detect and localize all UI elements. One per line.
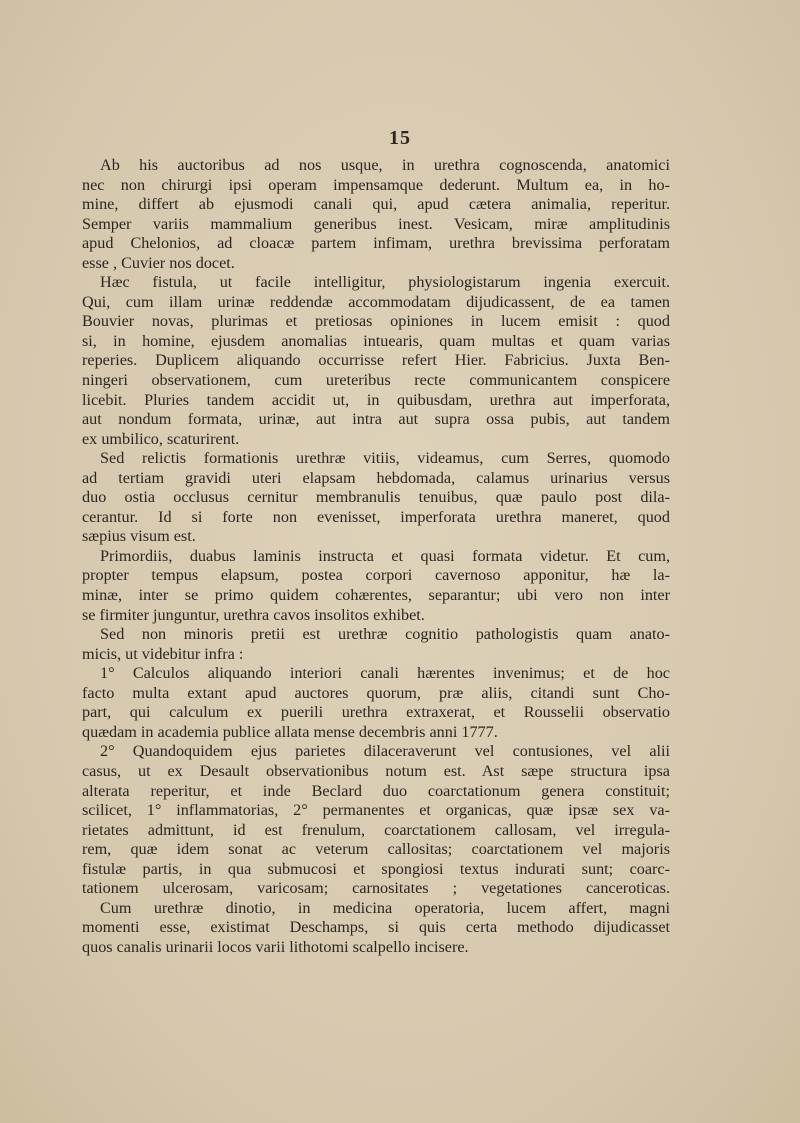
body-text: [82, 156, 670, 957]
text-line: aut nondum formata, urinæ, aut intra aut supra ossa pubis, aut tandem: [82, 410, 670, 429]
text-line: alterata reperitur, et inde Beclard duo coarctationum genera constituit;: [82, 781, 670, 800]
text-line: si, in homine, ejusdem anomalias intuearis, quam multas et quam varias: [82, 331, 670, 350]
text-line: Bouvier novas, plurimas et pretiosas opiniones in lucem emisit : quod: [82, 312, 670, 331]
text-line: Sed non minoris pretii est urethræ cognitio pathologistis quam anato-: [100, 625, 670, 644]
text-line: casus, ut ex Desault observationibus notum est. Ast sæpe structura ipsa: [82, 761, 670, 780]
page-number: 15: [389, 127, 411, 149]
text-line: quædam in academia publice allata mense decembris anni 1777.: [82, 722, 498, 741]
text-line: propter tempus elapsum, postea corpori cavernoso apponitur, hæ la-: [82, 566, 670, 585]
text-line: scilicet, 1° inflammatorias, 2° permanentes et organicas, quæ ipsæ sex va-: [82, 801, 670, 820]
text-line: quos canalis urinarii locos varii lithotomi scalpello incisere.: [82, 937, 469, 956]
text-line: se firmiter junguntur, urethra cavos insolitos exhibet.: [82, 605, 425, 624]
text-line: Ab his auctoribus ad nos usque, in urethra cognoscenda, anatomici: [100, 156, 670, 174]
text-line: tationem ulcerosam, varicosam; carnositates ; vegetationes canceroticas.: [82, 879, 670, 898]
text-line: micis, ut videbitur infra :: [82, 644, 244, 663]
text-line: part, qui calculum ex puerili urethra extraxerat, et Rousselii observatio: [82, 703, 670, 722]
text-line: mine, differt ab ejusmodi canali qui, apud cætera animalia, reperitur.: [82, 195, 670, 214]
text-line: 1° Calculos aliquando interiori canali hærentes invenimus; et de hoc: [100, 664, 670, 683]
text-line: duo ostia occlusus cernitur membranulis tenuibus, quæ paulo post dila-: [82, 488, 670, 507]
text-line: reperies. Duplicem aliquando occurrisse refert Hier. Fabricius. Juxta Ben-: [82, 351, 670, 370]
text-line: Semper variis mammalium generibus inest. Vesicam, miræ amplitudinis: [82, 214, 670, 233]
text-line: Cum urethræ dinotio, in medicina operatoria, lucem affert, magni: [100, 898, 670, 917]
text-line: esse , Cuvier nos docet.: [82, 253, 235, 272]
text-line: ex umbilico, scaturirent.: [82, 429, 240, 448]
text-line: minæ, inter se primo quidem cohærentes, separantur; ubi vero non inter: [82, 586, 670, 605]
text-line: ningeri observationem, cum ureteribus recte communicantem conspicere: [82, 371, 670, 390]
text-line: Hæc fistula, ut facile intelligitur, physiologistarum ingenia exercuit.: [100, 273, 670, 292]
text-line: nec non chirurgi ipsi operam impensamque dederunt. Multum ea, in ho-: [82, 175, 670, 194]
text-line: ad tertiam gravidi uteri elapsam hebdomada, calamus urinarius versus: [82, 468, 670, 487]
text-line: apud Chelonios, ad cloacæ partem infimam, urethra brevissima perforatam: [82, 234, 670, 253]
text-line: fistulæ partis, in qua submucosi et spongiosi textus indurati sunt; coarc-: [82, 859, 670, 878]
text-line: sæpius visum est.: [82, 527, 196, 546]
text-line: rietates admittunt, id est frenulum, coarctationem callosam, vel irregula-: [82, 820, 670, 839]
text-line: Qui, cum illam urinæ reddendæ accommodatam dijudicassent, de ea tamen: [82, 292, 670, 311]
text-line: rem, quæ idem sonat ac veterum callositas; coarctationem vel majoris: [82, 840, 670, 859]
text-line: 2° Quandoquidem ejus parietes dilaceraverunt vel contusiones, vel alii: [100, 742, 670, 761]
text-line: Primordiis, duabus laminis instructa et quasi formata videtur. Et cum,: [100, 546, 670, 565]
text-line: momenti esse, existimat Deschamps, si quis certa methodo dijudicasset: [82, 918, 670, 937]
text-line: Sed relictis formationis urethræ vitiis, videamus, cum Serres, quomodo: [100, 449, 670, 468]
text-line: licebit. Pluries tandem accidit ut, in quibusdam, urethra aut imperforata,: [82, 390, 670, 409]
text-line: facto multa extant apud auctores quorum, præ aliis, citandi sunt Cho-: [82, 683, 670, 702]
text-line: cerantur. Id si forte non evenisset, imperforata urethra maneret, quod: [82, 507, 670, 526]
